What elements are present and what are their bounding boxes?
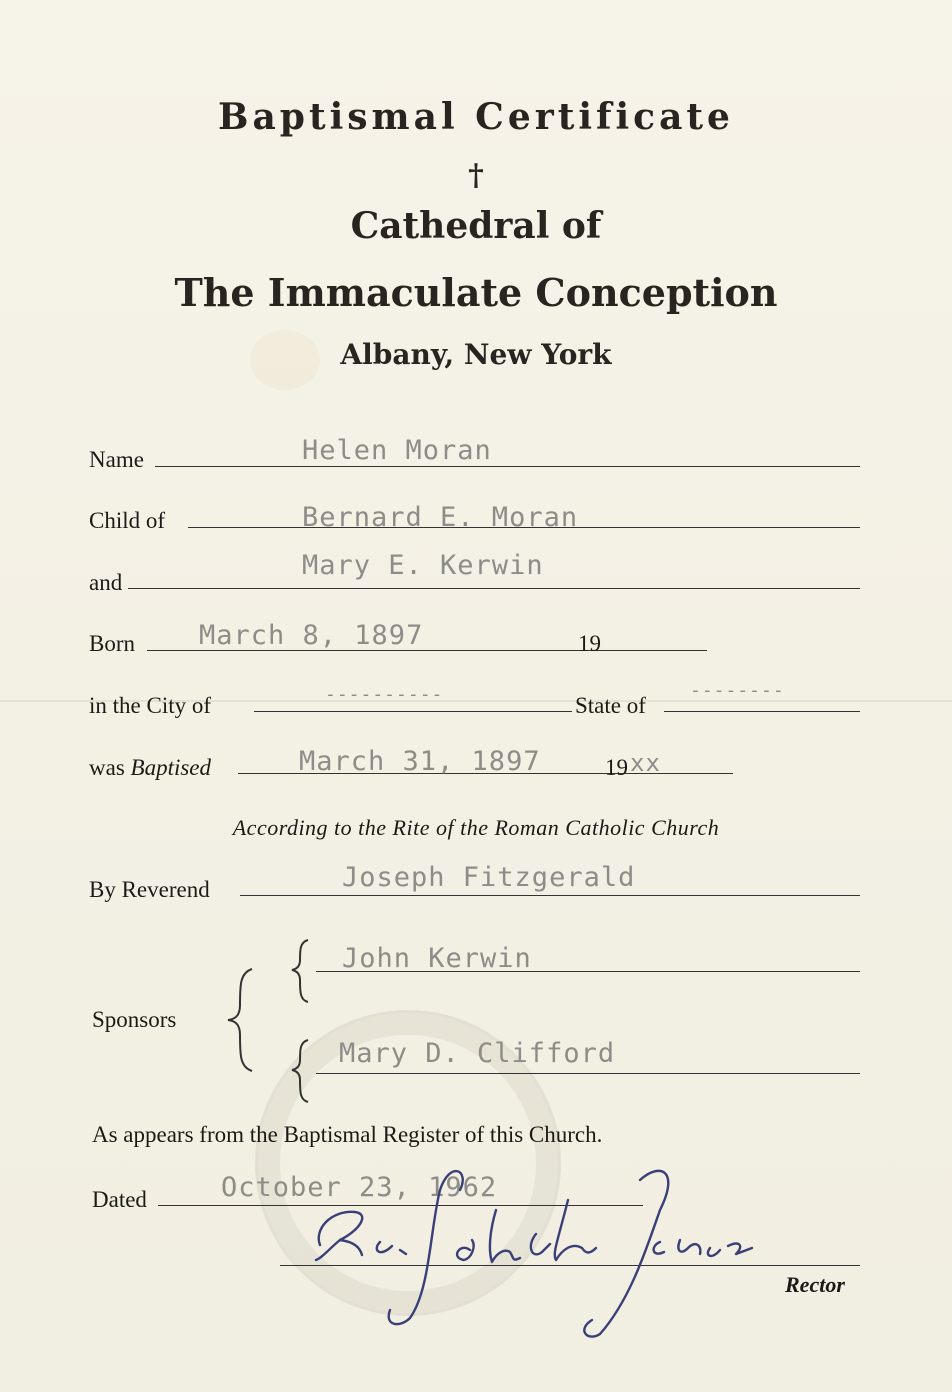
and-label: and [89,570,123,595]
reverend-value: Joseph Fitzgerald [342,862,636,893]
rector-label: Rector [785,1272,845,1297]
handwritten-signature [300,1150,760,1350]
baptised-year-prefix: 19 [605,755,628,780]
church-location: Albany, New York [340,338,612,371]
sponsor1-brace-icon [286,936,314,1006]
sponsors-brace-icon [222,965,262,1075]
sponsor2-value: Mary D. Clifford [339,1038,616,1069]
certificate-title: Baptismal Certificate [218,96,734,138]
baptised-value: March 31, 1897 [299,746,541,777]
state-value: -------- [690,680,785,701]
born-year-prefix: 19 [578,631,601,656]
dated-value: October 23, 1962 [221,1172,498,1203]
name-value: Helen Moran [302,435,492,466]
sponsor2-brace-icon [286,1036,314,1106]
church-name-line1: Cathedral of [350,205,602,247]
cross-icon: † [468,158,484,193]
sponsor1-value: John Kerwin [342,943,532,974]
dated-label: Dated [92,1187,147,1212]
child-of-label: Child of [89,508,166,533]
church-name-line2: The Immaculate Conception [174,270,778,315]
state-label: State of [575,693,646,718]
mother-line [128,588,860,589]
baptised-year-struck: xx [630,749,661,777]
city-line [254,711,572,712]
city-label: in the City of [89,693,212,718]
reverend-line [240,895,860,896]
born-label: Born [89,631,135,656]
father-value: Bernard E. Moran [302,502,579,533]
sponsor2-line [316,1073,860,1074]
mother-value: Mary E. Kerwin [302,550,544,581]
rite-text: According to the Rite of the Roman Catholic Church [232,815,720,840]
reverend-label: By Reverend [89,877,210,902]
baptised-label: was Baptised [89,755,212,780]
register-text: As appears from the Baptismal Register of this Church. [92,1122,603,1147]
sponsors-label: Sponsors [92,1007,177,1032]
city-value: ---------- [325,684,444,705]
born-value: March 8, 1897 [199,620,424,651]
state-line [664,711,860,712]
name-line [155,466,860,467]
name-label: Name [89,447,144,472]
